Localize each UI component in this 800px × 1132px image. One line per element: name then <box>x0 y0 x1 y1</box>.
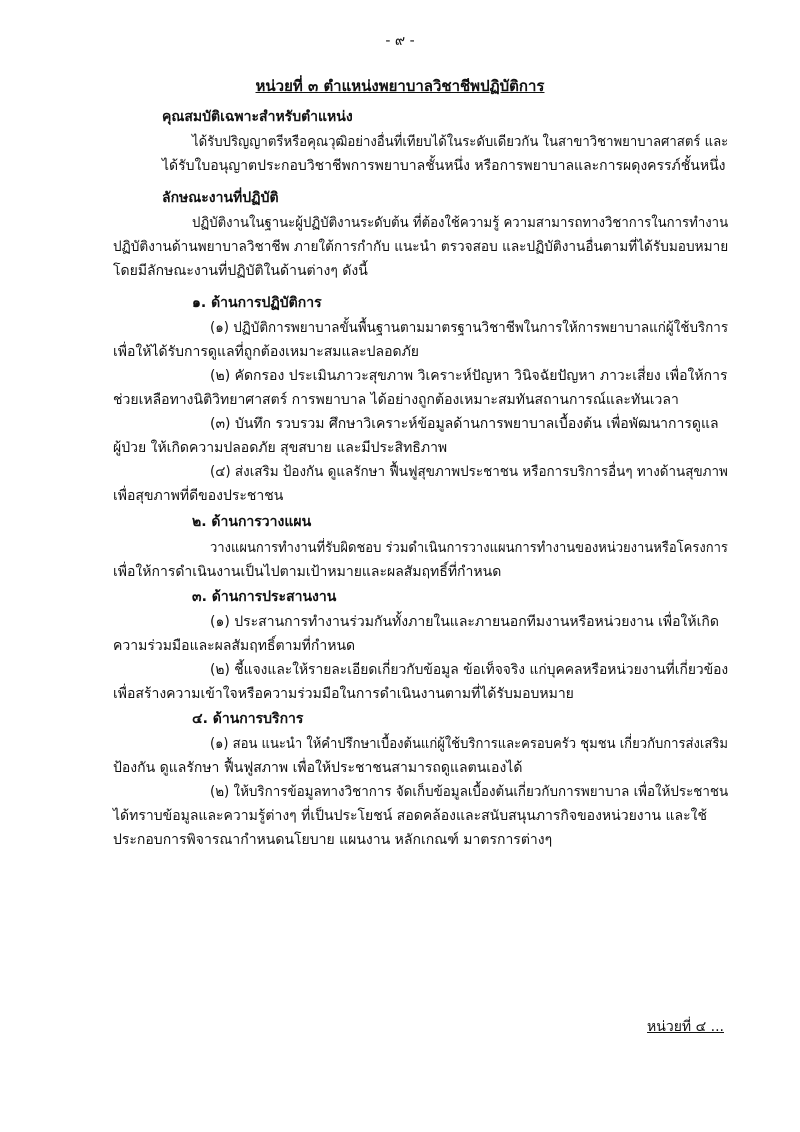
list-item-line: เพื่อให้ได้รับการดูแลที่ถูกต้องเหมาะสมและปลอดภัย <box>113 344 420 360</box>
list-item-line: (๒) คัดกรอง ประเมินภาวะสุขภาพ วิเคราะห์ปัญหา วินิจฉัยปัญหา ภาวะเสี่ยง เพื่อให้การ <box>210 368 728 384</box>
list-item-line: (๑) ปฏิบัติการพยาบาลขั้นพื้นฐานตามมาตรฐานวิชาชีพในการให้การพยาบาลแก่ผู้ใช้บริการ <box>210 320 729 336</box>
list-item-line: ความร่วมมือและผลสัมฤทธิ์ตามที่กำหนด <box>113 638 356 654</box>
list-item-line: เพื่อสร้างความเข้าใจหรือความร่วมมือในการดำเนินงานตามที่ได้รับมอบหมาย <box>113 686 574 702</box>
list-item-line: ป้องกัน ดูแลรักษา ฟื้นฟูสภาพ เพื่อให้ประชาชนสามารถดูแลตนเองได้ <box>113 760 523 776</box>
paragraph-line: โดยมีลักษณะงานที่ปฏิบัติในด้านต่างๆ ดังนี้ <box>113 263 368 279</box>
list-item-line: (๒) ชี้แจงและให้รายละเอียดเกี่ยวกับข้อมูล ข้อเท็จจริง แก่บุคคลหรือหน่วยงานที่เกี่ยวข้อง <box>210 662 729 678</box>
list-item-line: ช่วยเหลือทางนิติวิทยาศาสตร์ การพยาบาล ได้อย่างถูกต้องเหมาะสมทันสถานการณ์และทันเวลา <box>113 392 679 408</box>
section-heading-duties: ลักษณะงานที่ปฏิบัติ <box>162 190 279 206</box>
list-item-line: (๑) สอน แนะนำ ให้คำปรึกษาเบื้องต้นแก่ผู้ใช้บริการและครอบครัว ชุมชน เกี่ยวกับการส่งเสริม <box>210 736 728 752</box>
list-item-line: ผู้ป่วย ให้เกิดความปลอดภัย สุขสบาย และมีประสิทธิภาพ <box>113 440 448 456</box>
paragraph-line: ได้รับปริญญาตรีหรือคุณวุฒิอย่างอื่นที่เทียบได้ในระดับเดียวกัน ในสาขาวิชาพยาบาลศาสตร์ และ <box>192 134 729 150</box>
paragraph-line: ปฏิบัติงานในฐานะผู้ปฏิบัติงานระดับต้น ที่ต้องใช้ความรู้ ความสามารถทางวิชาการในการทำงาน <box>192 215 729 231</box>
subsection-heading-coordination: ๓. ด้านการประสานงาน <box>192 589 337 605</box>
section-heading-qualifications: คุณสมบัติเฉพาะสำหรับตำแหน่ง <box>162 109 353 125</box>
paragraph-line: วางแผนการทำงานที่รับผิดชอบ ร่วมดำเนินการวางแผนการทำงานของหน่วยงานหรือโครงการ <box>210 540 728 556</box>
list-item-line: (๑) ประสานการทำงานร่วมกันทั้งภายในและภายนอกทีมงานหรือหน่วยงาน เพื่อให้เกิด <box>210 614 719 630</box>
list-item-line: ประกอบการพิจารณากำหนดนโยบาย แผนงาน หลักเกณฑ์ มาตรการต่างๆ <box>113 832 553 848</box>
list-item-line: (๔) ส่งเสริม ป้องกัน ดูแลรักษา ฟื้นฟูสุขภาพประชาชน หรือการบริการอื่นๆ ทางด้านสุขภาพ <box>210 464 728 480</box>
list-item-line: (๒) ให้บริการข้อมูลทางวิชาการ จัดเก็บข้อมูลเบื้องต้นเกี่ยวกับการพยาบาล เพื่อให้ประชาชน <box>210 784 729 800</box>
paragraph-line: เพื่อให้การดำเนินงานเป็นไปตามเป้าหมายและผลสัมฤทธิ์ที่กำหนด <box>113 564 502 580</box>
subsection-heading-operations: ๑. ด้านการปฏิบัติการ <box>192 295 322 311</box>
subsection-heading-planning: ๒. ด้านการวางแผน <box>192 514 312 530</box>
page-number: - ๙ - <box>385 33 415 49</box>
paragraph-line: ได้รับใบอนุญาตประกอบวิชาชีพการพยาบาลชั้นหนึ่ง หรือการพยาบาลและการผดุงครรภ์ชั้นหนึ่ง <box>162 158 726 174</box>
next-page-footer: หน่วยที่ ๔ ... <box>647 1019 724 1035</box>
subsection-heading-services: ๔. ด้านการบริการ <box>192 711 304 727</box>
list-item-line: (๓) บันทึก รวบรวม ศึกษาวิเคราะห์ข้อมูลด้านการพยาบาลเบื้องต้น เพื่อพัฒนาการดูแล <box>210 416 719 432</box>
paragraph-line: ปฏิบัติงานด้านพยาบาลวิชาชีพ ภายใต้การกำกับ แนะนำ ตรวจสอบ และปฏิบัติงานอื่นตามที่ได้รับมอบหมาย <box>113 239 729 255</box>
page-title: หน่วยที่ ๓ ตำแหน่งพยาบาลวิชาชีพปฏิบัติการ <box>255 77 545 95</box>
list-item-line: เพื่อสุขภาพที่ดีของประชาชน <box>113 488 284 504</box>
list-item-line: ได้ทราบข้อมูลและความรู้ต่างๆ ที่เป็นประโยชน์ สอดคล้องและสนับสนุนภารกิจของหน่วยงาน และใช้ <box>113 808 707 824</box>
